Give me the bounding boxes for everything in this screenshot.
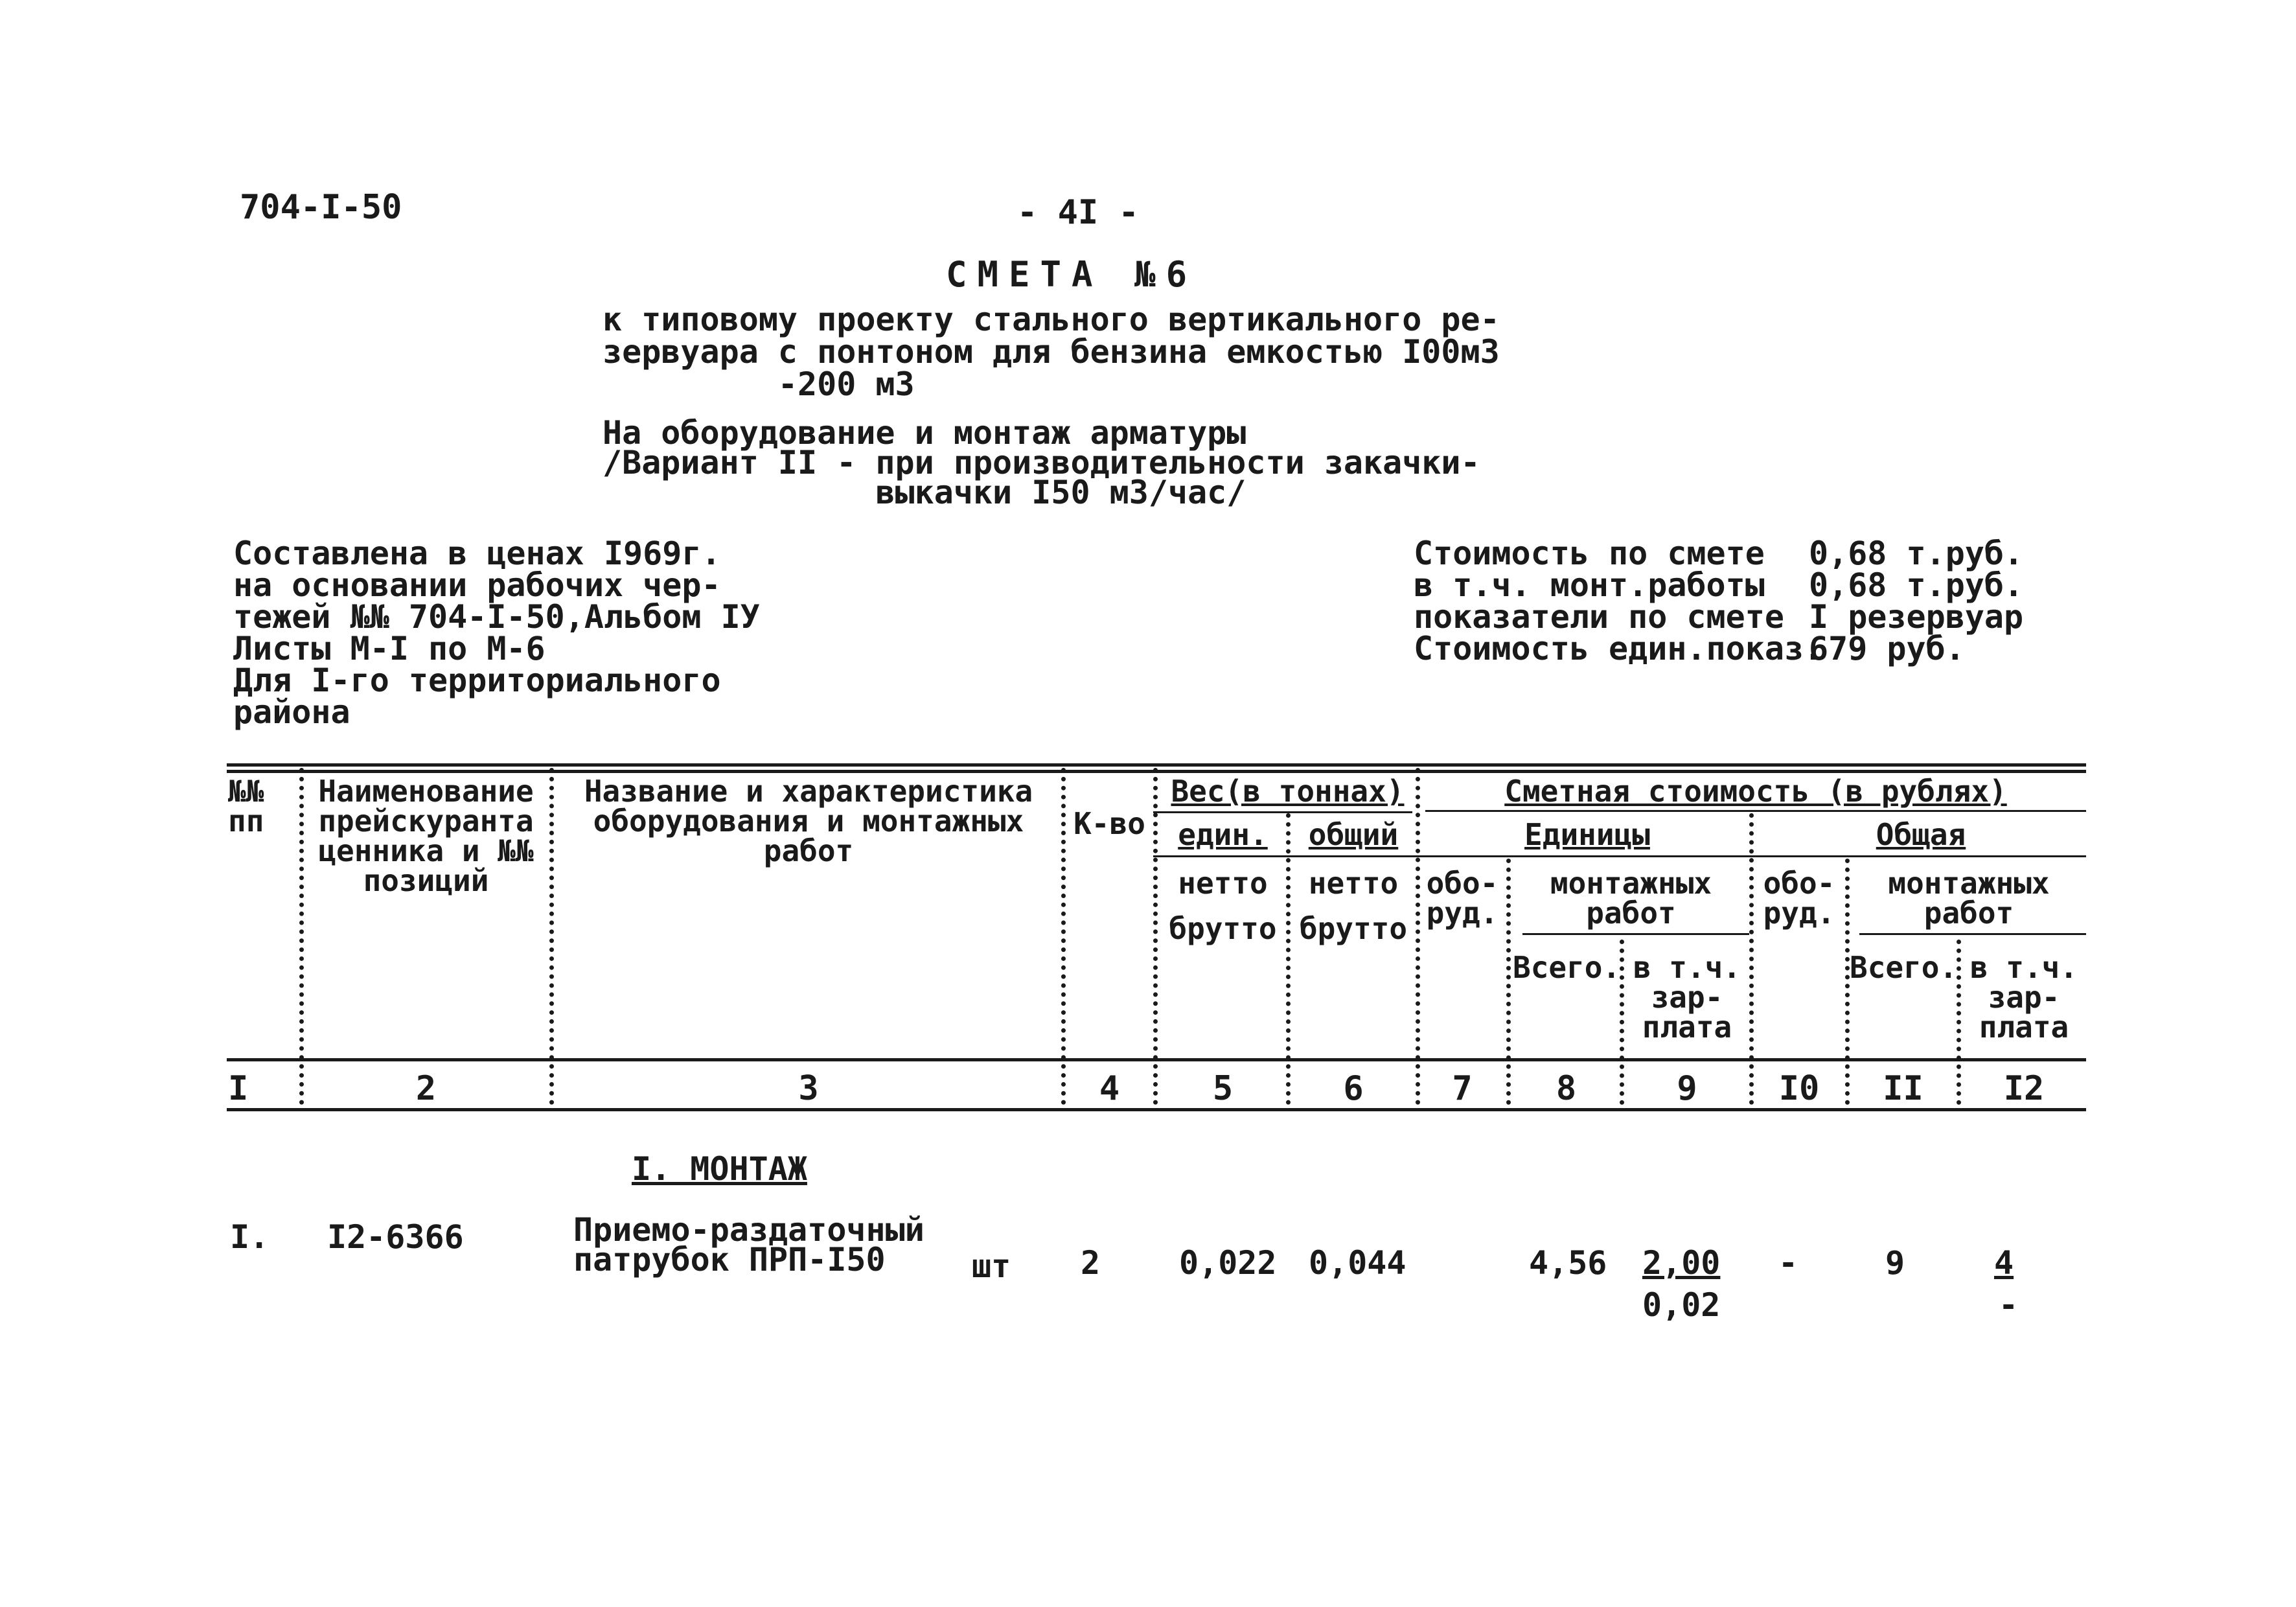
header-installation: монтажных работ	[1888, 866, 2050, 931]
cost-summary-label: Стоимость един.показ.	[1414, 630, 1824, 667]
cost-summary-value: 679 руб.	[1809, 630, 1965, 667]
project-description	[603, 301, 1500, 403]
header-price-list: Наименование прейскуранта ценника и №№ позиций	[318, 774, 534, 898]
info-line: Составлена в ценах I969г.	[233, 535, 721, 572]
cost-summary-label: Стоимость по смете	[1414, 535, 1765, 572]
row-quantity: 2	[1081, 1244, 1101, 1282]
header-installation: монтажных работ	[1550, 866, 1712, 931]
column-separator	[1153, 768, 1158, 1105]
row-number: I.	[230, 1218, 270, 1256]
equipment-description	[603, 414, 1480, 511]
header-total-all: Всего.	[1850, 950, 1958, 985]
column-separator	[1061, 768, 1066, 1105]
cost-summary-value: 0,68 т.руб.	[1809, 566, 2024, 604]
column-number: I	[228, 1069, 249, 1108]
header-number: №№ пп	[228, 774, 264, 838]
column-separator	[299, 768, 304, 1105]
equipment-line: выкачки I50 м3/час/	[603, 474, 1246, 511]
cost-summary-row	[1414, 630, 2023, 667]
equipment-line: На оборудование и монтаж арматуры	[603, 414, 1246, 452]
cost-header-rule	[1425, 810, 2086, 812]
header-weight-total: общий	[1308, 817, 1399, 852]
header-weight-unit: един.	[1178, 817, 1268, 852]
description-line: -200 м3	[603, 365, 915, 403]
row-total-install-wage-sub: -	[1999, 1286, 2019, 1324]
column-number: 5	[1212, 1069, 1234, 1108]
header-netto: нетто	[1308, 866, 1399, 901]
cost-summary-row	[1414, 535, 2024, 572]
header-name: Название и характеристика оборудования и монтажных работ	[584, 774, 1033, 868]
info-line: Для I-го территориального	[233, 662, 721, 699]
row-unit-install-wage-sub: 0,02	[1642, 1286, 1721, 1324]
info-line: Листы М-I по М-6	[233, 630, 545, 667]
column-number: 9	[1677, 1069, 1697, 1108]
column-number: II	[1883, 1069, 1923, 1108]
compilation-info	[233, 535, 760, 731]
unit-header-rule	[1153, 855, 2086, 857]
column-separator	[1957, 940, 1961, 1105]
column-number: 4	[1099, 1069, 1120, 1108]
column-number: 7	[1452, 1069, 1473, 1108]
header-equipment: обо- руд.	[1763, 866, 1835, 931]
row-weight-total: 0,044	[1309, 1244, 1406, 1282]
row-weight-unit: 0,022	[1179, 1244, 1277, 1282]
row-name: Приемо-раздаточный патрубок ПРП-I50	[573, 1211, 924, 1278]
cost-summary-value: I резервуар	[1809, 598, 2024, 636]
document-title: СМЕТА №6	[946, 254, 1198, 295]
column-number: 8	[1556, 1069, 1577, 1108]
header-weight: Вес(в тоннах)	[1171, 774, 1405, 809]
info-line: тежей №№ 704-I-50,Альбом IУ	[233, 598, 760, 636]
weight-header-rule	[1153, 811, 1412, 813]
cost-summary-row	[1414, 598, 2024, 636]
install-header-rule	[1522, 933, 1749, 935]
row-total-install-total: 9	[1885, 1244, 1905, 1282]
header-including-wage: в т.ч. зар- плата	[1969, 950, 2078, 1045]
column-numbers-rule	[227, 1108, 2086, 1111]
description-line: зервуара с понтоном для бензина емкостью I00м3	[603, 333, 1500, 371]
header-including-wage: в т.ч. зар- плата	[1633, 950, 1741, 1045]
header-netto: нетто	[1178, 866, 1268, 901]
column-separator	[1506, 859, 1511, 1105]
header-estimated-cost: Сметная стоимость (в рублях)	[1504, 774, 2007, 809]
column-number: 6	[1343, 1069, 1364, 1108]
row-total-install-wage: 4	[1994, 1244, 2014, 1282]
section-title: I. МОНТАЖ	[632, 1150, 807, 1188]
column-number: I2	[2003, 1069, 2045, 1108]
column-number: I0	[1778, 1069, 1820, 1108]
document-code: 704-I-50	[240, 188, 402, 227]
page-number: - 4I -	[1017, 193, 1139, 232]
column-number: 2	[415, 1069, 437, 1108]
header-brutto: брутто	[1299, 911, 1408, 946]
header-brutto: брутто	[1169, 911, 1277, 946]
header-equipment: обо- руд.	[1426, 866, 1498, 931]
header-quantity: К-во	[1073, 806, 1145, 841]
info-line: района	[233, 693, 350, 731]
column-separator	[549, 768, 554, 1105]
row-unit-install-wage: 2,00	[1642, 1244, 1721, 1282]
column-separator	[1286, 813, 1291, 1105]
table-top-rule	[227, 763, 2086, 767]
column-separator	[1749, 813, 1754, 1105]
header-unit-cost: Единицы	[1524, 817, 1650, 852]
header-total-all: Всего.	[1513, 950, 1621, 985]
cost-summary	[1414, 535, 2024, 667]
column-separator	[1845, 859, 1850, 1105]
header-total-cost: Общая	[1876, 817, 1966, 852]
row-total-equipment: -	[1778, 1244, 1798, 1282]
description-line: к типовому проекту стального вертикального ре-	[603, 301, 1500, 338]
equipment-line: /Вариант II - при производительности закачки-	[603, 444, 1480, 481]
cost-summary-row	[1414, 566, 2024, 604]
column-number: 3	[798, 1069, 819, 1108]
row-unit-install-total: 4,56	[1529, 1244, 1607, 1282]
cost-summary-label: в т.ч. монт.работы	[1414, 566, 1765, 604]
row-unit: шт	[972, 1247, 1011, 1285]
info-line: на основании рабочих чер-	[233, 566, 721, 604]
cost-summary-value: 0,68 т.руб.	[1809, 535, 2024, 572]
row-price-code: I2-6366	[327, 1218, 464, 1256]
column-separator	[1416, 768, 1420, 1105]
column-separator	[1620, 940, 1624, 1105]
install-header-rule	[1859, 933, 2086, 935]
cost-summary-label: показатели по смете	[1414, 598, 1784, 636]
